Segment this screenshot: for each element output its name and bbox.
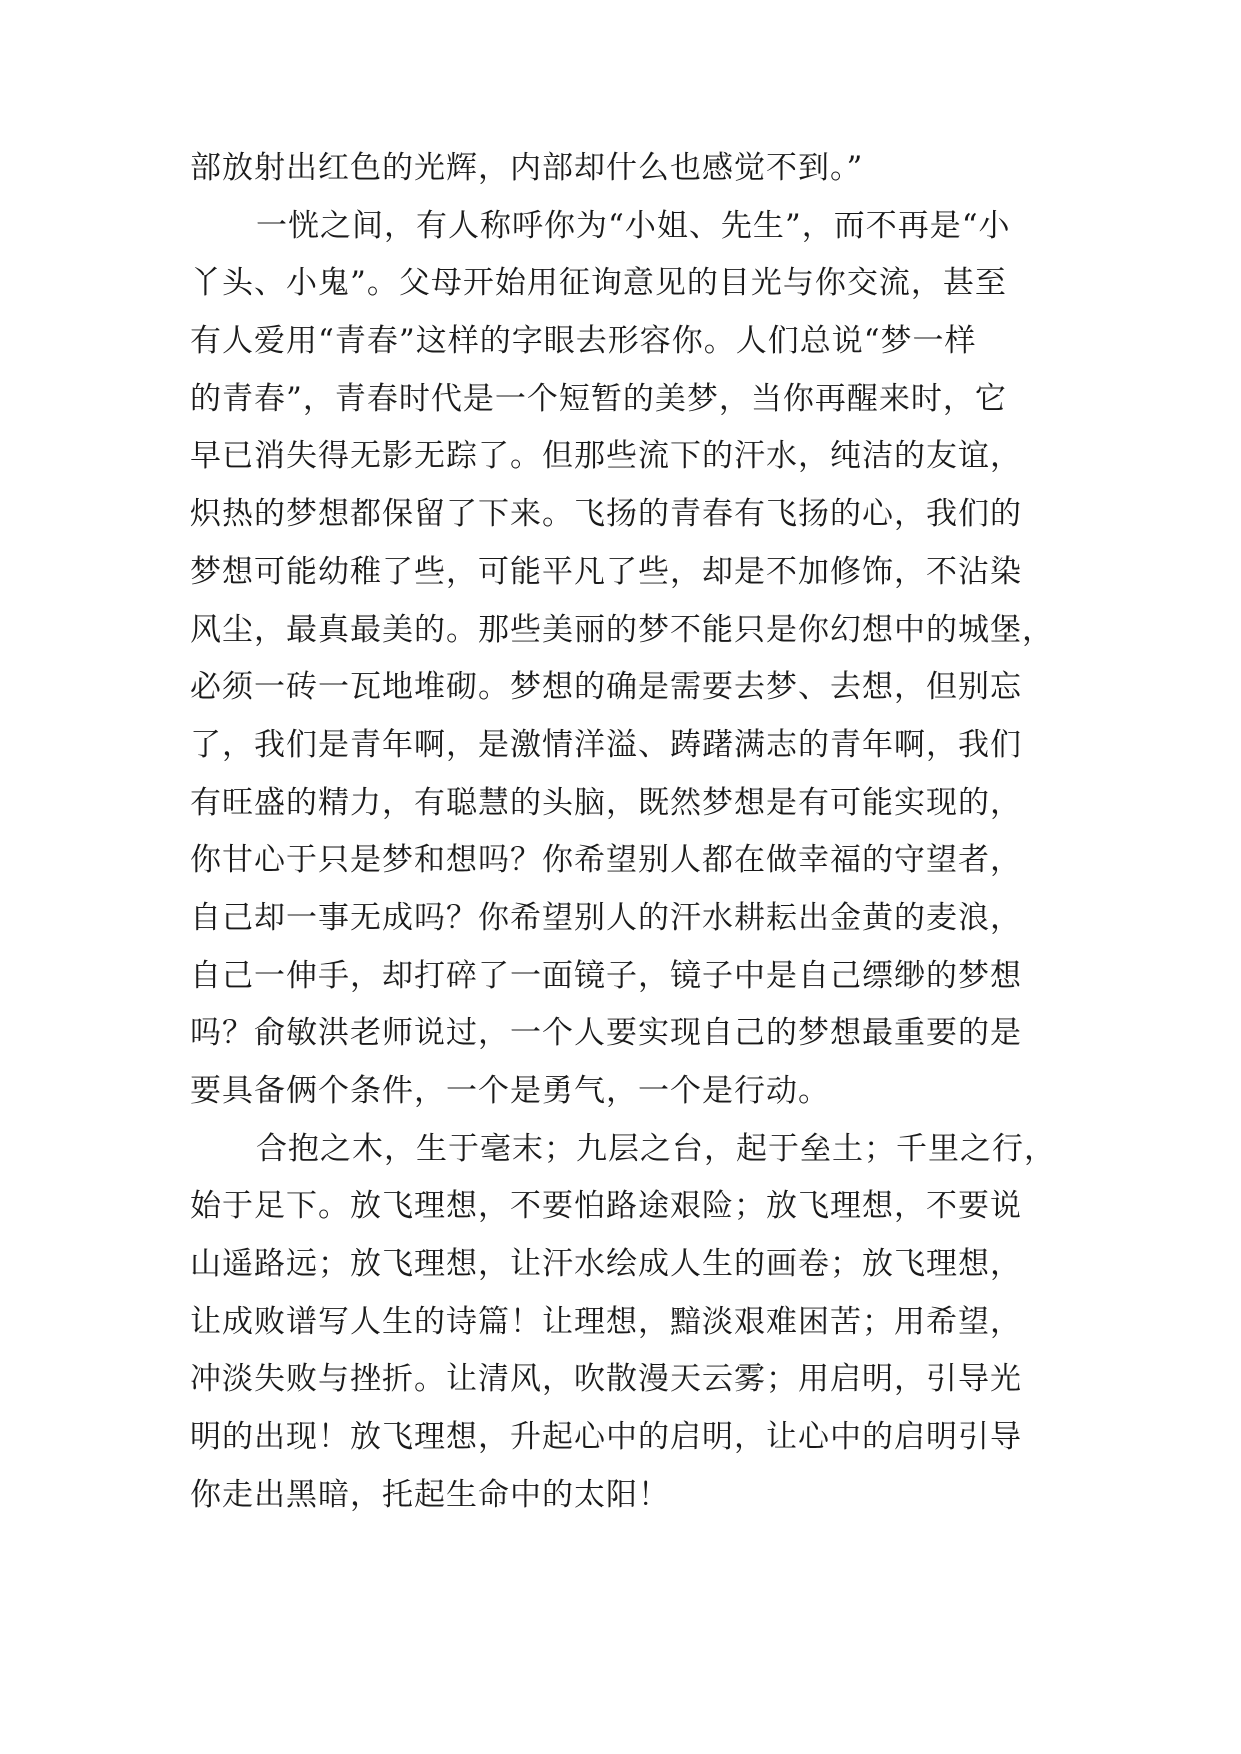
paragraph-first-line: 一恍之间，有人称呼你为“小姐、先生”，而不再是“小 (256, 207, 1011, 244)
text-line: 山遥路远；放飞理想，让汗水绘成人生的画卷；放飞理想， (190, 1246, 1022, 1283)
text-line: 让成败谱写人生的诗篇！让理想，黯淡艰难困苦；用希望， (190, 1303, 1022, 1340)
text-line: 有人爱用“青春”这样的字眼去形容你。人们总说“梦一样 (190, 323, 977, 360)
text-line: 炽热的梦想都保留了下来。飞扬的青春有飞扬的心，我们的 (190, 496, 1022, 533)
text-line: 明的出现！放飞理想，升起心中的启明，让心中的启明引导 (190, 1419, 1022, 1456)
text-line: 梦想可能幼稚了些，可能平凡了些，却是不加修饰，不沾染 (190, 553, 1022, 590)
text-line: 早已消失得无影无踪了。但那些流下的汗水，纯洁的友谊， (190, 438, 1022, 475)
text-line: 冲淡失败与挫折。让清风，吹散漫天云雾；用启明，引导光 (190, 1361, 1022, 1398)
text-line: 吗？俞敏洪老师说过，一个人要实现自己的梦想最重要的是 (190, 1015, 1022, 1052)
text-line: 了，我们是青年啊，是激情洋溢、踌躇满志的青年啊，我们 (190, 726, 1022, 763)
text-line: 必须一砖一瓦地堆砌。梦想的确是需要去梦、去想，但别忘 (190, 669, 1022, 706)
text-line: 要具备俩个条件，一个是勇气，一个是行动。 (190, 1073, 830, 1109)
text-line: 风尘，最真最美的。那些美丽的梦不能只是你幻想中的城堡， (190, 611, 1054, 648)
text-line: 你走出黑暗，托起生命中的太阳！ (190, 1476, 670, 1513)
text-line: 你甘心于只是梦和想吗？你希望别人都在做幸福的守望者， (190, 842, 1022, 879)
text-line: 有旺盛的精力，有聪慧的头脑，既然梦想是有可能实现的， (190, 784, 1022, 821)
text-line: 自己一伸手，却打碎了一面镜子，镜子中是自己缥缈的梦想 (190, 957, 1022, 994)
text-line: 部放射出红色的光辉，内部却什么也感觉不到。” (190, 150, 864, 186)
text-line: 丫头、小鬼”。父母开始用征询意见的目光与你交流，甚至 (190, 265, 1007, 302)
text-line: 始于足下。放飞理想，不要怕路途艰险；放飞理想，不要说 (190, 1188, 1022, 1225)
body-text (190, 140, 1060, 1525)
text-line: 自己却一事无成吗？你希望别人的汗水耕耘出金黄的麦浪， (190, 899, 1022, 936)
paragraph-first-line: 合抱之木，生于毫末；九层之台，起于垒土；千里之行， (256, 1130, 1056, 1167)
text-line: 的青春”，青春时代是一个短暂的美梦，当你再醒来时，它 (190, 380, 1007, 417)
